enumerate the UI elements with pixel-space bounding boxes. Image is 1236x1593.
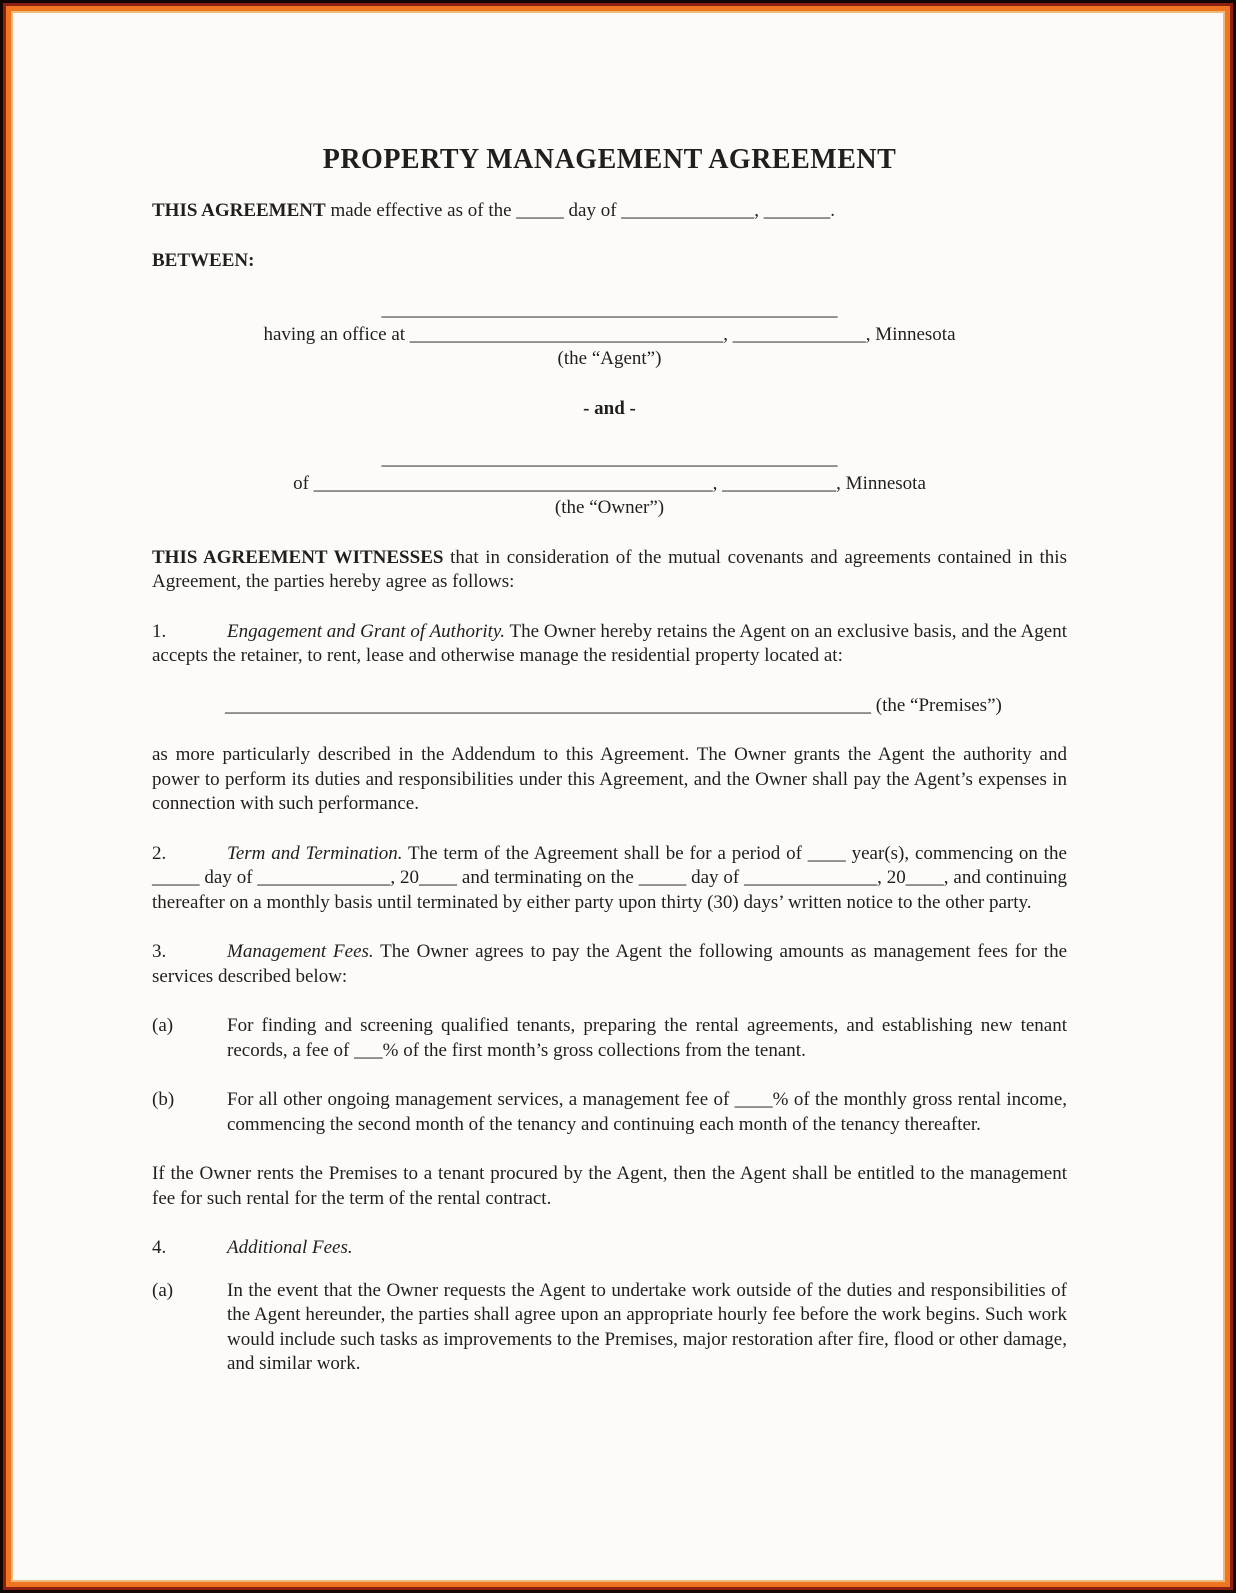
section-1-heading: Engagement and Grant of Authority. (227, 620, 506, 642)
section-4 (152, 1236, 1067, 1261)
owner-party-block (152, 447, 1067, 521)
section-4-number: 4. (152, 1237, 167, 1258)
section-2-number: 2. (152, 842, 167, 864)
premises-line (152, 694, 1067, 719)
intro-clause (152, 199, 1067, 224)
fee-item-b-text: For all other ongoing management services, a management fee of ____% of the monthly gross rental income, commencing the second month of the tenancy and continuing each month of the tenancy thereafter. (227, 1089, 1067, 1135)
additional-fee-item-a-number: (a) (152, 1279, 174, 1301)
owner-name-blank: ________________________________________________ (381, 448, 838, 469)
section-3-number: 3. (152, 941, 167, 962)
section-2 (152, 842, 1067, 916)
witness-bold-run: THIS AGREEMENT WITNESSES (152, 546, 444, 568)
section-3-heading: Management Fees. (227, 941, 374, 962)
owner-address-line: of __________________________________________, ____________, Minnesota (293, 472, 926, 494)
document-page (13, 13, 1223, 1580)
section-1 (152, 620, 1067, 669)
additional-fee-item-a (152, 1279, 1067, 1377)
agent-designation: (the “Agent”) (557, 348, 662, 369)
fee-item-a (152, 1014, 1067, 1063)
section-2-heading: Term and Termination. (227, 842, 403, 864)
owner-designation: (the “Owner”) (554, 497, 665, 518)
agent-name-blank: ________________________________________________ (381, 299, 838, 320)
frame-ring-light (11, 11, 1225, 1582)
document-title: PROPERTY MANAGEMENT AGREEMENT (322, 144, 897, 175)
fee-item-b-number: (b) (152, 1089, 175, 1110)
agent-address-line: having an office at _________________________________, ______________, Minnesota (263, 323, 956, 345)
and-separator: - and - (583, 397, 636, 419)
intro-text-run: made effective as of the _____ day of ______________, _______. (325, 200, 836, 221)
section-4-heading: Additional Fees. (227, 1237, 353, 1258)
section-1-text: The Owner hereby retains the Agent on an exclusive basis, and the Agent accepts the retainer, to rent, lease and otherwise manage the residential property located at: (152, 620, 1067, 666)
fee-item-a-number: (a) (152, 1015, 174, 1036)
between-label: BETWEEN: (152, 249, 255, 271)
section-1-number: 1. (152, 620, 167, 642)
agent-party-block (152, 298, 1067, 372)
premises-designation: (the “Premises”) (871, 694, 1002, 716)
frame-ring-red (3, 3, 1233, 1590)
fee-item-b (152, 1088, 1067, 1137)
premises-following-paragraph: as more particularly described in the Addendum to this Agreement. The Owner grants the Agent the authority and power to perform its duties and responsibilities under this Agreement, and the Owner shall pay the Agent’s expenses in connection with such performance. (152, 744, 1067, 814)
fee-item-a-text: For finding and screening qualified tenants, preparing the rental agreements, and establishing new tenant records, a fee of ___% of the first month’s gross collections from the tenant. (227, 1015, 1067, 1061)
witness-text-run: that in consideration of the mutual covenants and agreements contained in this Agreement, the parties hereby agree as follows: (152, 546, 1067, 592)
section-3-text: The Owner agrees to pay the Agent the following amounts as management fees for the services described below: (152, 941, 1068, 987)
section-3 (152, 940, 1067, 989)
premises-blank: ____________________________________________________________________ (225, 694, 871, 716)
intro-bold-run: THIS AGREEMENT (152, 200, 326, 221)
frame-ring-orange (6, 6, 1230, 1587)
witness-clause (152, 546, 1067, 595)
rental-note-paragraph: If the Owner rents the Premises to a tenant procured by the Agent, then the Agent shall be entitled to the management fee for such rental for the term of the rental contract. (152, 1163, 1067, 1209)
additional-fee-item-a-text: In the event that the Owner requests the Agent to undertake work outside of the duties and responsibilities of the Agent hereunder, the parties shall agree upon an appropriate hourly fee before the work begins. Such work would include such tasks as improvements to the Premises, major restoration after fire, flood or other damage, and similar work. (227, 1279, 1067, 1374)
section-2-text: The term of the Agreement shall be for a period of ____ year(s), commencing on the _____ day of ______________, 20____ and terminating on the _____ day of ______________, 20____, and continuing thereafter on a monthly basis until terminated by either party upon thirty (30) days’ written notice to the other party. (152, 842, 1067, 913)
